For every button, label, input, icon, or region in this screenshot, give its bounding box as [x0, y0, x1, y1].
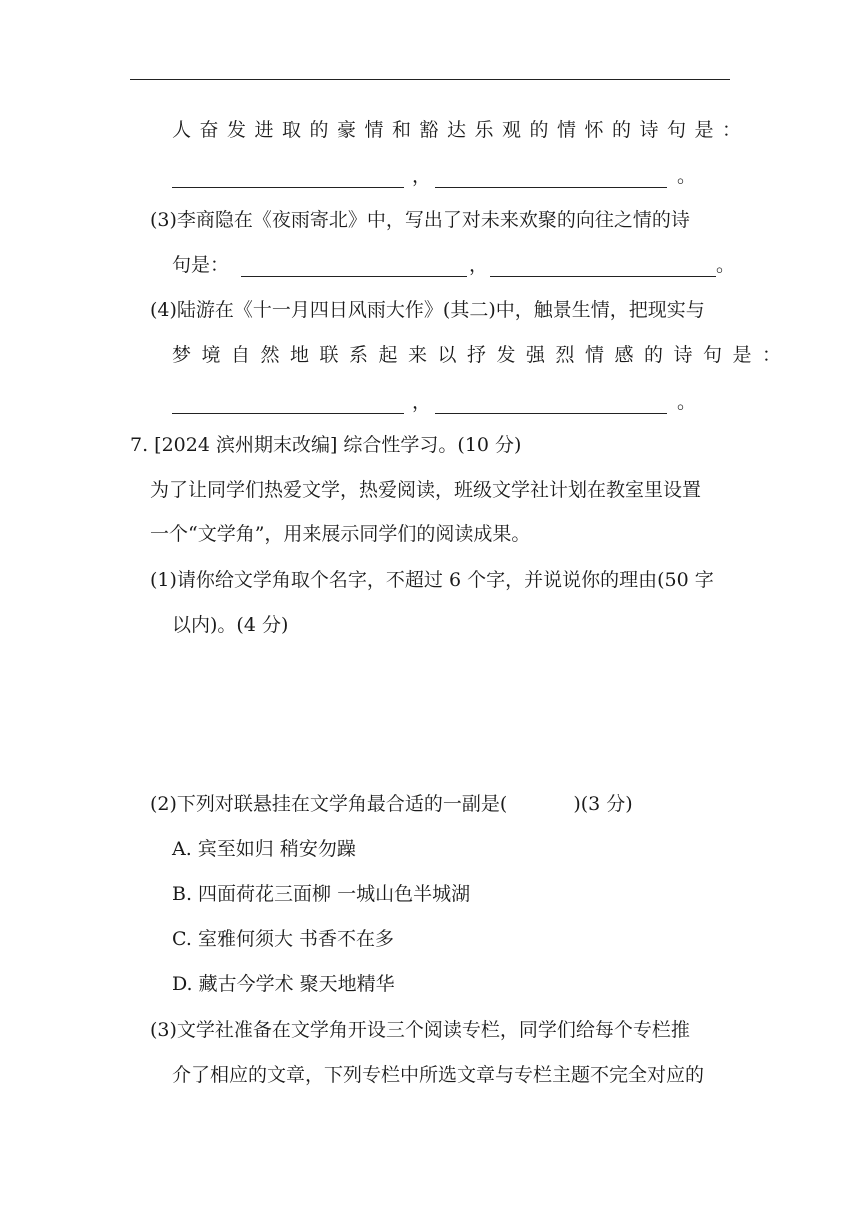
- period: 。: [716, 254, 736, 276]
- comma: ，: [469, 254, 489, 276]
- q7-sub1-line-2: 以内)。(4 分): [172, 614, 289, 636]
- q6-line-1: [172, 118, 750, 142]
- option-a: A. 宾至如归 稍安勿躁: [172, 838, 356, 860]
- q7-sub3-line-1: (3)文学社准备在文学角开设三个阅读专栏，同学们给每个专栏推: [150, 1019, 690, 1041]
- answer-blank[interactable]: [435, 395, 667, 414]
- answer-blank[interactable]: [172, 395, 404, 414]
- option-b: B. 四面荷花三面柳 一城山色半城湖: [172, 883, 471, 905]
- q7-header: 7. [2024 滨州期末改编] 综合性学习。(10 分): [130, 434, 522, 456]
- option-c: C. 室雅何须大 书香不在多: [172, 928, 394, 950]
- q6-sub3-prefix: 句是：: [172, 254, 230, 276]
- q6-line-1-text: 人奋发进取的豪情和豁达乐观的情怀的诗句是：: [172, 119, 750, 141]
- q7-sub2-suffix: )(3 分): [573, 793, 633, 815]
- q6-sub3-line-1: (3)李商隐在《夜雨寄北》中，写出了对未来欢聚的向往之情的诗: [150, 209, 690, 231]
- q7-sub2-prefix: (2)下列对联悬挂在文学角最合适的一副是(: [150, 793, 508, 815]
- answer-blank[interactable]: [241, 258, 467, 277]
- q6-sub4-answer-row: [172, 390, 696, 414]
- answer-blank[interactable]: [172, 169, 404, 188]
- q7-intro-line-2: 一个“文学角”，用来展示同学们的阅读成果。: [150, 523, 531, 545]
- option-d: D. 藏古今学术 聚天地精华: [172, 973, 395, 995]
- q6-sub3-answer-row: [172, 253, 735, 277]
- period: 。: [677, 165, 697, 187]
- q6-sub4-line-2-text: 梦境自然地联系起来以抒发强烈情感的诗句是：: [172, 344, 792, 366]
- answer-blank[interactable]: [435, 169, 667, 188]
- period: 。: [677, 391, 697, 413]
- q7-sub3-line-2: 介了相应的文章，下列专栏中所选文章与专栏主题不完全对应的: [172, 1064, 705, 1086]
- comma: ，: [412, 165, 432, 187]
- q7-sub2-line: [150, 792, 633, 816]
- comma: ，: [412, 391, 432, 413]
- q6-sub4-line-1: (4)陆游在《十一月四日风雨大作》(其二)中，触景生情，把现实与: [150, 299, 705, 321]
- q7-intro-line-1: 为了让同学们热爱文学，热爱阅读，班级文学社计划在教室里设置: [150, 479, 702, 501]
- q7-sub1-line-1: (1)请你给文学角取个名字，不超过 6 个字，并说说你的理由(50 字: [150, 569, 714, 591]
- q6-sub2-answer-row: [172, 164, 696, 188]
- answer-blank[interactable]: [490, 258, 716, 277]
- top-divider: [130, 79, 730, 80]
- q6-sub4-line-2: [172, 343, 792, 367]
